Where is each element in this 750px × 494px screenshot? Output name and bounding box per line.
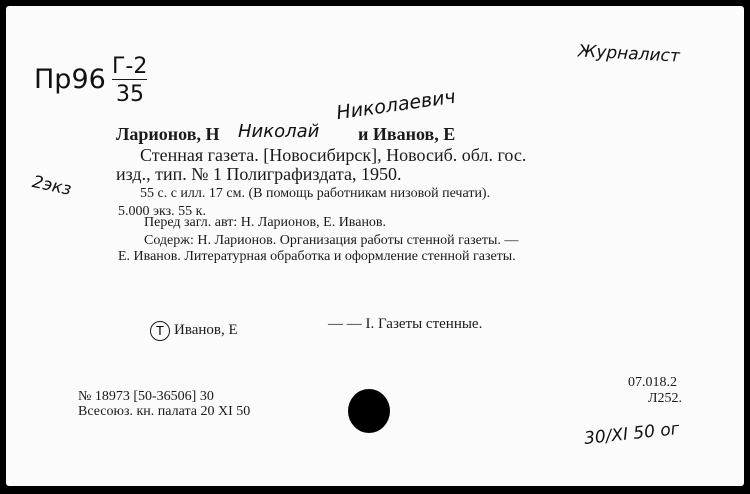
tracing-subject: — — I. Газеты стенные. xyxy=(328,316,483,332)
author-mark: Л252. xyxy=(648,391,682,406)
inserted-given-name: Николай xyxy=(238,121,320,142)
collation-line: 55 с. с илл. 17 см. (В помощь работникам низовой печати). xyxy=(140,186,491,201)
handwritten-above-name: Николаевич xyxy=(335,85,457,125)
imprint-line: изд., тип. № 1 Полиграфиздата, 1950. xyxy=(116,164,402,184)
tracing-name: Иванов, Е xyxy=(174,322,238,338)
catalog-card xyxy=(6,6,744,486)
handwritten-top-right: Журналист xyxy=(577,41,681,67)
before-title-note: Перед загл. авт: Н. Ларионов, Е. Иванов. xyxy=(144,215,387,230)
contents-line-1: Содерж: Н. Ларионов. Организация работы стенной газеты. — xyxy=(144,233,519,248)
classification-code: 07.018.2 xyxy=(628,375,677,390)
call-number-upper: Г-2 xyxy=(112,54,148,79)
contents-line-2: Е. Иванов. Литературная обработка и оформление стенной газеты. xyxy=(118,249,516,264)
handwritten-bottom-right: 30/XI 50 ог xyxy=(583,419,681,449)
heading-coauthor: и Иванов, Е xyxy=(358,124,456,144)
copies-line: 5.000 экз. 55 к. xyxy=(118,204,206,219)
call-number-lower: 35 xyxy=(116,82,144,107)
record-number-line: № 18973 [50-36506] 30 xyxy=(78,389,214,404)
call-number-prefix: Пр96 xyxy=(34,64,106,95)
card-punch-hole xyxy=(348,389,390,433)
book-chamber-line: Всесоюз. кн. палата 20 XI 50 xyxy=(78,404,251,419)
heading-author: Ларионов, Н xyxy=(116,124,220,144)
handwritten-left-margin: 2экз xyxy=(30,172,74,200)
tracing-mark: Т xyxy=(150,321,170,341)
title-line: Стенная газета. [Новосибирск], Новосиб. обл. гос. xyxy=(140,145,527,165)
